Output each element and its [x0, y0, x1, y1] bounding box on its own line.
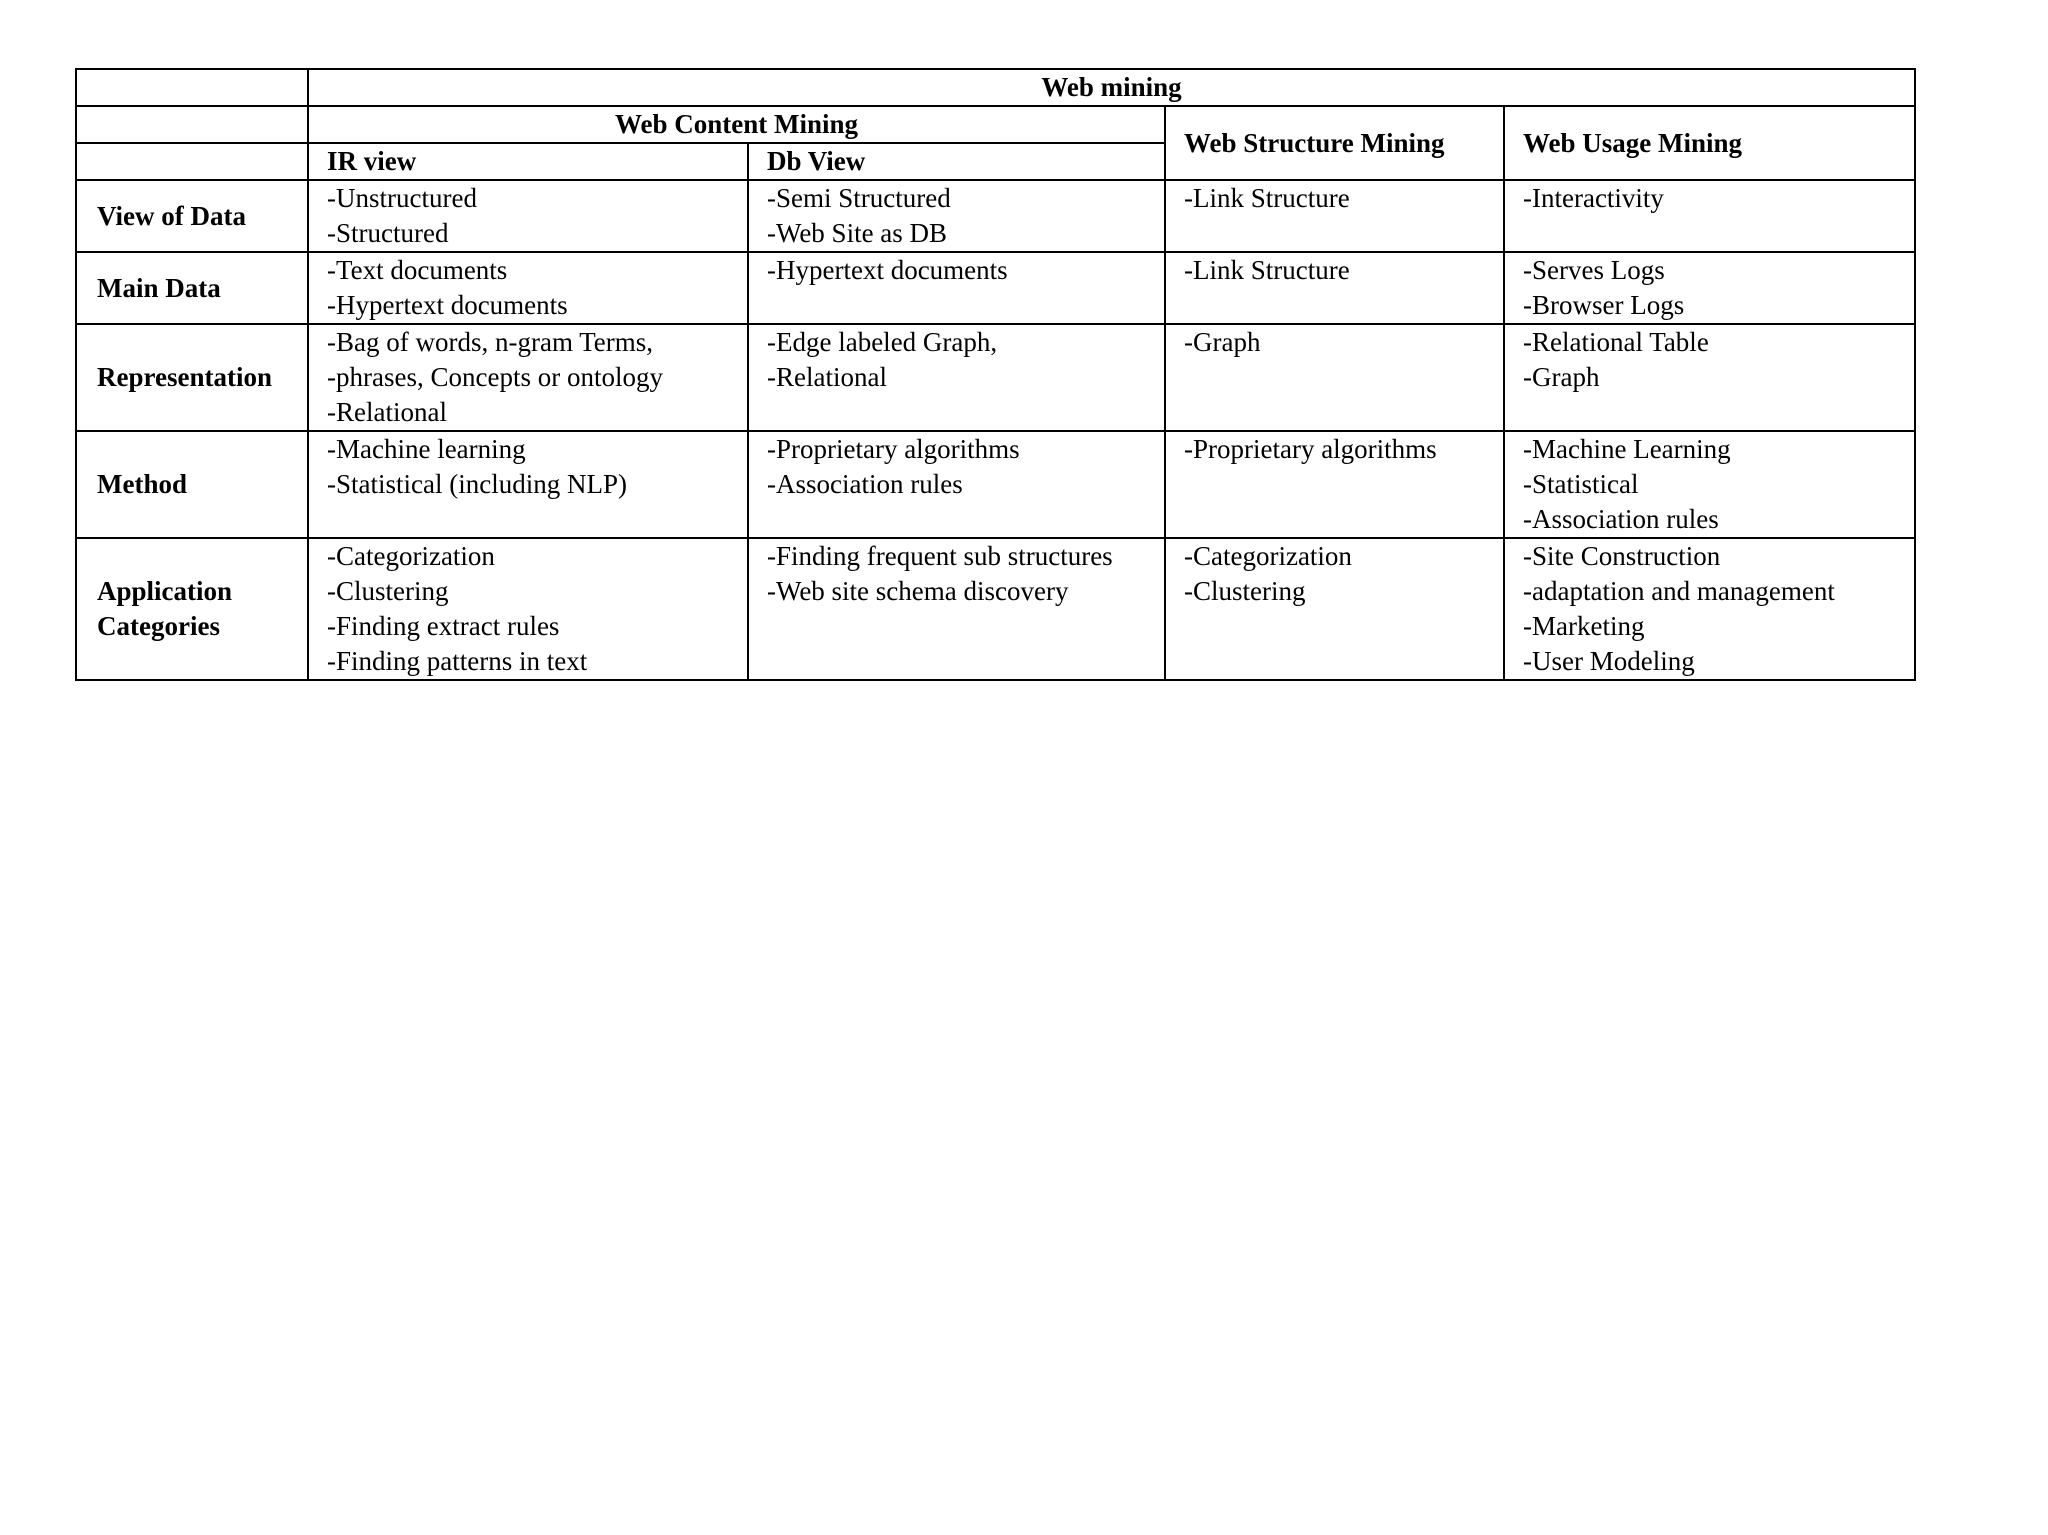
cell-line: -adaptation and management — [1523, 576, 1835, 606]
cell-line: -Machine learning — [327, 434, 526, 464]
cell-db-view — [748, 180, 1165, 252]
empty-corner-cell — [76, 143, 308, 180]
header-db-view: Db View — [748, 143, 1165, 180]
empty-corner-cell — [76, 106, 308, 143]
empty-corner-cell — [76, 69, 308, 106]
table-row — [76, 180, 1915, 252]
cell-line: -Serves Logs — [1523, 255, 1665, 285]
header-ir-view: IR view — [308, 143, 748, 180]
cell-structure-mining — [1165, 252, 1504, 324]
cell-line: -Clustering — [1184, 576, 1306, 606]
table-row — [76, 538, 1915, 680]
cell-line: -Finding extract rules — [327, 611, 560, 641]
cell-line: -Finding frequent sub structures — [767, 541, 1113, 571]
cell-line: -Browser Logs — [1523, 290, 1685, 320]
cell-line: -phrases, Concepts or ontology — [327, 362, 663, 392]
table-title-web-mining: Web mining — [308, 69, 1915, 106]
cell-line: -Link Structure — [1184, 255, 1350, 285]
cell-line: -Bag of words, n-gram Terms, — [327, 327, 654, 357]
cell-line: -Relational — [327, 397, 447, 427]
cell-line: -Text documents — [327, 255, 508, 285]
cell-usage-mining — [1504, 538, 1915, 680]
cell-line: -Statistical — [1523, 469, 1639, 499]
row-label-line: Application — [97, 576, 233, 606]
row-label-line: Categories — [97, 611, 220, 641]
cell-line: -Interactivity — [1523, 183, 1664, 213]
cell-db-view — [748, 252, 1165, 324]
cell-db-view — [748, 431, 1165, 538]
row-label-view-of-data: View of Data — [76, 180, 308, 252]
cell-line: -Marketing — [1523, 611, 1645, 641]
cell-db-view — [748, 538, 1165, 680]
cell-usage-mining — [1504, 180, 1915, 252]
cell-line: -Semi Structured — [767, 183, 951, 213]
cell-structure-mining — [1165, 324, 1504, 431]
cell-line: -Link Structure — [1184, 183, 1350, 213]
table-row — [76, 431, 1915, 538]
cell-line: -User Modeling — [1523, 646, 1695, 676]
cell-line: -Categorization — [327, 541, 495, 571]
header-web-structure-mining: Web Structure Mining — [1165, 106, 1504, 180]
cell-ir-view — [308, 324, 748, 431]
cell-ir-view — [308, 431, 748, 538]
cell-line: -Relational — [767, 362, 887, 392]
cell-line: -Association rules — [767, 469, 963, 499]
row-label-main-data: Main Data — [76, 252, 308, 324]
cell-line: -Statistical (including NLP) — [327, 469, 627, 499]
cell-usage-mining — [1504, 252, 1915, 324]
cell-db-view — [748, 324, 1165, 431]
header-web-usage-mining: Web Usage Mining — [1504, 106, 1915, 180]
cell-line: -Categorization — [1184, 541, 1352, 571]
row-label-method: Method — [76, 431, 308, 538]
cell-line: -Hypertext documents — [767, 255, 1008, 285]
cell-line: -Relational Table — [1523, 327, 1709, 357]
cell-line: -Finding patterns in text — [327, 646, 588, 676]
web-mining-comparison-table — [75, 68, 1916, 681]
cell-structure-mining — [1165, 538, 1504, 680]
table-row — [76, 252, 1915, 324]
cell-line: -Proprietary algorithms — [1184, 434, 1437, 464]
table-header-row-2 — [76, 106, 1915, 143]
cell-structure-mining — [1165, 180, 1504, 252]
cell-line: -Hypertext documents — [327, 290, 568, 320]
cell-line: -Proprietary algorithms — [767, 434, 1020, 464]
cell-line: -Structured — [327, 218, 449, 248]
cell-line: -Association rules — [1523, 504, 1719, 534]
header-web-content-mining: Web Content Mining — [308, 106, 1165, 143]
table-row — [76, 324, 1915, 431]
cell-structure-mining — [1165, 431, 1504, 538]
cell-ir-view — [308, 538, 748, 680]
row-label-representation: Representation — [76, 324, 308, 431]
cell-line: -Unstructured — [327, 183, 477, 213]
cell-line: -Graph — [1523, 362, 1600, 392]
cell-ir-view — [308, 252, 748, 324]
cell-line: -Edge labeled Graph, — [767, 327, 998, 357]
cell-ir-view — [308, 180, 748, 252]
cell-line: -Clustering — [327, 576, 449, 606]
cell-line: -Web site schema discovery — [767, 576, 1069, 606]
cell-usage-mining — [1504, 431, 1915, 538]
cell-usage-mining — [1504, 324, 1915, 431]
cell-line: -Web Site as DB — [767, 218, 948, 248]
table-header-row-1 — [76, 69, 1915, 106]
row-label-application-categories — [76, 538, 308, 680]
cell-line: -Graph — [1184, 327, 1261, 357]
cell-line: -Site Construction — [1523, 541, 1721, 571]
cell-line: -Machine Learning — [1523, 434, 1731, 464]
